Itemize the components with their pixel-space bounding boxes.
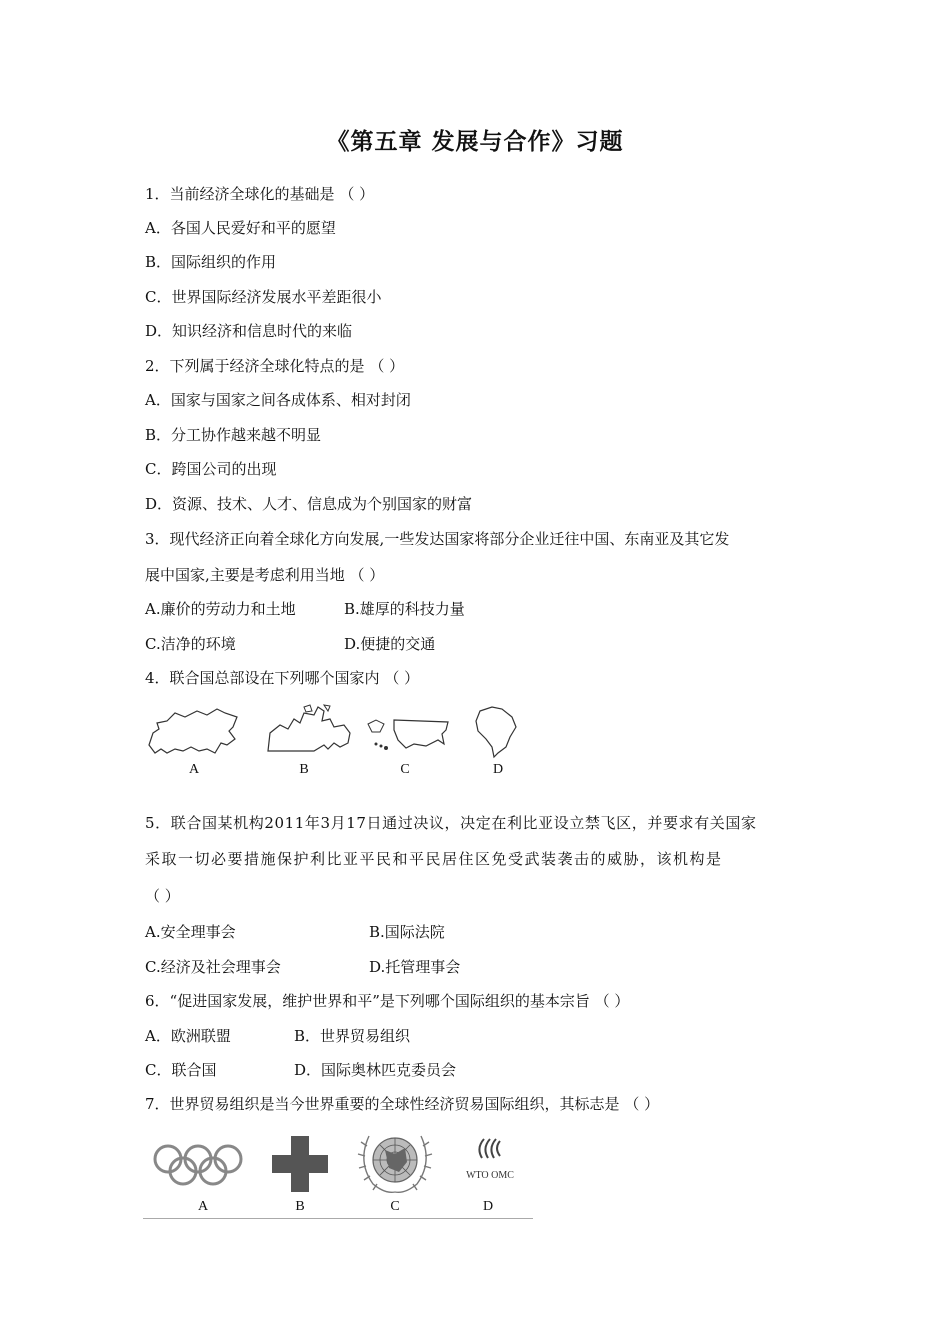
olympic-rings-icon [152, 1143, 244, 1187]
figure-7-label-d: D [482, 1199, 494, 1214]
figure-7-label-c: C [390, 1199, 400, 1214]
figure-4-label-c: C [400, 762, 410, 777]
question-5-option-c: C.经济及社会理事会 [145, 958, 281, 976]
question-2-option-a: A．国家与国家之间各成体系、相对封闭 [145, 391, 411, 409]
question-6-option-a: A．欧洲联盟 [145, 1027, 231, 1045]
question-2-option-b: B．分工协作越来越不明显 [145, 426, 322, 444]
wto-logo-icon [462, 1134, 520, 1162]
question-3-option-a: A.廉价的劳动力和土地 [145, 600, 296, 618]
question-5-stem-line-1: 5．联合国某机构2011年3月17日通过决议，决定在利比亚设立禁飞区，并要求有关国家 [145, 814, 757, 832]
figure-divider [143, 1218, 533, 1219]
usa-map-outline [364, 710, 452, 755]
question-7-stem: 7．世界贸易组织是当今世界重要的全球性经济贸易国际组织，其标志是 （ ） [145, 1095, 660, 1113]
question-1-option-b: B．国际组织的作用 [145, 253, 277, 271]
question-2-stem: 2．下列属于经济全球化特点的是 （ ） [145, 357, 405, 375]
question-2-option-d: D．资源、技术、人才、信息成为个别国家的财富 [145, 495, 473, 513]
question-1-option-d: D．知识经济和信息时代的来临 [145, 322, 353, 340]
question-2-option-c: C．跨国公司的出现 [145, 460, 277, 478]
page-title: 《第五章 发展与合作》习题 [326, 129, 624, 155]
united-nations-emblem-icon [355, 1128, 435, 1196]
figure-4-label-a: A [188, 762, 200, 777]
question-3-option-b: B.雄厚的科技力量 [344, 600, 465, 618]
question-6-option-b: B．世界贸易组织 [294, 1027, 411, 1045]
question-6-option-d: D．国际奥林匹克委员会 [294, 1061, 457, 1079]
figure-7-label-a: A [197, 1199, 209, 1214]
question-5-option-b: B.国际法院 [369, 923, 445, 941]
figure-4-label-d: D [492, 762, 504, 777]
question-5-stem-line-3: （ ） [145, 887, 180, 905]
figure-4-label-b: B [299, 762, 309, 777]
question-3-option-d: D.便捷的交通 [344, 635, 436, 653]
question-6-option-c: C．联合国 [145, 1061, 217, 1079]
question-5-option-d: D.托管理事会 [369, 958, 461, 976]
red-cross-icon [272, 1136, 328, 1192]
question-1-option-a: A．各国人民爱好和平的愿望 [145, 219, 336, 237]
question-3-stem-line-2: 展中国家,主要是考虑利用当地 （ ） [145, 566, 385, 584]
wto-logo-text: WTO OMC [466, 1170, 514, 1181]
question-3-stem-line-1: 3．现代经济正向着全球化方向发展,一些发达国家将部分企业迁往中国、东南亚及其它发 [145, 530, 730, 548]
question-1-stem: 1．当前经济全球化的基础是 （ ） [145, 185, 375, 203]
question-4-stem: 4．联合国总部设在下列哪个国家内 （ ） [145, 669, 420, 687]
russia-map-outline [145, 703, 240, 761]
question-6-stem: 6．“促进国家发展，维护世界和平”是下列哪个国际组织的基本宗旨 （ ） [145, 992, 630, 1010]
brazil-map-outline [472, 703, 520, 759]
question-5-stem-line-2: 采取一切必要措施保护利比亚平民和平民居住区免受武装袭击的威胁，该机构是 [145, 850, 723, 868]
question-1-option-c: C．世界国际经济发展水平差距很小 [145, 288, 382, 306]
question-3-option-c: C.洁净的环境 [145, 635, 236, 653]
figure-7-label-b: B [295, 1199, 305, 1214]
question-5-option-a: A.安全理事会 [145, 923, 236, 941]
canada-map-outline [264, 703, 354, 758]
